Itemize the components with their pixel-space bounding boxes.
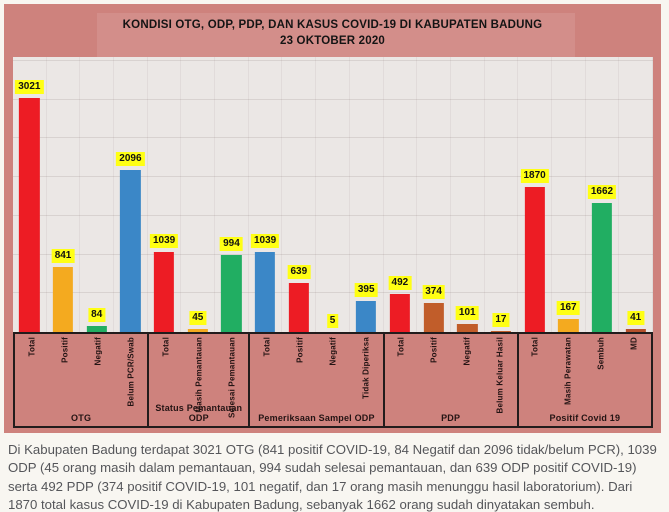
bar-value-label: 1039 bbox=[150, 234, 178, 248]
bar-positif-covid-19-sembuh bbox=[592, 203, 612, 332]
bar-cell bbox=[586, 57, 620, 332]
bar-value-label: 639 bbox=[287, 265, 310, 279]
bar-value-label: 395 bbox=[355, 283, 378, 297]
category-label: Selesai Pemantauan bbox=[227, 337, 237, 418]
category-label-cell bbox=[385, 334, 418, 413]
category-label: Positif bbox=[429, 337, 439, 363]
bar-positif-covid-19-total bbox=[524, 187, 544, 332]
axis-group-positif-covid-19 bbox=[517, 334, 651, 426]
category-label: Tidak Diperiksa bbox=[361, 337, 371, 399]
bar-value-label: 41 bbox=[627, 311, 644, 325]
bar-otg-positif bbox=[53, 267, 73, 332]
bar-cell bbox=[518, 57, 552, 332]
chart-title-line1: KONDISI OTG, ODP, PDP, DAN KASUS COVID-19 DI KABUPATEN BADUNG bbox=[122, 19, 543, 31]
bar-cell bbox=[417, 57, 451, 332]
category-label-cell bbox=[519, 334, 552, 413]
bar-pdp-positif bbox=[423, 303, 443, 332]
category-label: Belum Keluar Hasil bbox=[495, 337, 505, 414]
category-label-cell bbox=[451, 334, 484, 413]
category-label: Total bbox=[262, 337, 272, 357]
bar-group-pemeriksaan-sampel-odp bbox=[249, 57, 384, 332]
bar-cell bbox=[181, 57, 215, 332]
category-label-cell bbox=[350, 334, 383, 413]
category-label: Sembuh bbox=[596, 337, 606, 370]
summary-paragraph: Di Kabupaten Badung terdapat 3021 OTG (841 positif COVID-19, 84 Negatif dan 2096 tidak/belum PCR), 1039 ODP (45 orang masih dalam pemantauan, 994 sudah selesai pemantauan, dan 639 ODP positif COVID-19) serta 492 PDP (374 positif COVID-19, 101 negatif, dan 17 orang masih menunggu hasil laboratorium). Dari 1870 total kasus COVID-19 di Kabupaten Badung, sebanyak 1662 orang sudah dinyatakan sembuh. bbox=[8, 442, 657, 512]
bar-value-label: 1870 bbox=[520, 169, 548, 183]
bar-positif-covid-19-masih-perawatan bbox=[558, 319, 578, 332]
bar-value-label: 101 bbox=[456, 306, 479, 320]
bar-cell bbox=[114, 57, 148, 332]
chart-title-line2: 23 OKTOBER 2020 bbox=[279, 35, 386, 47]
category-label: Total bbox=[161, 337, 171, 357]
category-label: Positif bbox=[60, 337, 70, 363]
bar-value-label: 2096 bbox=[116, 152, 144, 166]
category-label-cell bbox=[618, 334, 651, 413]
category-label-cell bbox=[484, 334, 517, 413]
category-label-cell bbox=[15, 334, 48, 413]
category-label: Negatif bbox=[328, 337, 338, 366]
bar-value-label: 3021 bbox=[15, 80, 43, 94]
bar-cell bbox=[148, 57, 182, 332]
group-label: Positif Covid 19 bbox=[549, 413, 621, 423]
axis-group-otg bbox=[15, 334, 147, 426]
bar-cell bbox=[249, 57, 283, 332]
bar-pemeriksaan-sampel-odp-total bbox=[255, 252, 275, 332]
bar-pemeriksaan-sampel-odp-tidak-diperiksa bbox=[356, 301, 376, 332]
category-label-row bbox=[15, 334, 147, 413]
bars-row bbox=[13, 57, 653, 332]
category-label-cell bbox=[149, 334, 182, 403]
category-label: Total bbox=[27, 337, 37, 357]
bar-cell bbox=[282, 57, 316, 332]
group-label: PDP bbox=[441, 413, 461, 423]
category-label: Masih Pemantauan bbox=[194, 337, 204, 413]
category-label: Masih Perawatan bbox=[563, 337, 573, 405]
category-label: MD bbox=[629, 337, 639, 350]
bar-pemeriksaan-sampel-odp-positif bbox=[289, 283, 309, 333]
bar-group-otg bbox=[13, 57, 148, 332]
category-label-cell bbox=[316, 334, 349, 413]
bar-value-label: 84 bbox=[88, 308, 105, 322]
category-label-cell bbox=[114, 334, 147, 413]
bar-cell bbox=[13, 57, 47, 332]
bar-status-pemantauan-odp-selesai-pemantauan bbox=[221, 255, 241, 332]
bar-group-pdp bbox=[384, 57, 519, 332]
chart-title bbox=[4, 4, 661, 49]
chart-card bbox=[4, 4, 661, 433]
bar-cell bbox=[80, 57, 114, 332]
bar-value-label: 1662 bbox=[588, 185, 616, 199]
bar-cell bbox=[619, 57, 653, 332]
category-label-row bbox=[385, 334, 517, 413]
bar-value-label: 994 bbox=[220, 237, 243, 251]
bar-value-label: 1039 bbox=[251, 234, 279, 248]
bar-group-status-pemantauan-odp bbox=[148, 57, 249, 332]
bar-value-label: 5 bbox=[327, 314, 339, 328]
category-label-cell bbox=[81, 334, 114, 413]
category-label: Total bbox=[396, 337, 406, 357]
category-label-cell bbox=[182, 334, 215, 413]
bar-otg-total bbox=[19, 98, 39, 332]
bar-cell bbox=[384, 57, 418, 332]
category-label-row bbox=[250, 334, 382, 413]
category-label-row bbox=[519, 334, 651, 413]
bar-otg-belum-pcr-swab bbox=[120, 170, 140, 332]
axis-area bbox=[13, 332, 653, 428]
category-label-cell bbox=[585, 334, 618, 413]
plot-area bbox=[13, 57, 653, 332]
bar-cell bbox=[451, 57, 485, 332]
axis-group-status-pemantauan-odp bbox=[147, 334, 248, 426]
bar-cell bbox=[350, 57, 384, 332]
axis-group-pdp bbox=[383, 334, 517, 426]
category-label-cell bbox=[48, 334, 81, 413]
bar-value-label: 492 bbox=[389, 276, 412, 290]
bar-pdp-total bbox=[390, 294, 410, 332]
bar-value-label: 45 bbox=[189, 311, 206, 325]
category-label-cell bbox=[250, 334, 283, 413]
category-label-cell bbox=[215, 334, 248, 418]
group-label: Pemeriksaan Sampel ODP bbox=[258, 413, 375, 423]
bar-cell bbox=[485, 57, 519, 332]
bar-value-label: 374 bbox=[422, 285, 445, 299]
category-label-cell bbox=[552, 334, 585, 413]
bar-pdp-negatif bbox=[457, 324, 477, 332]
group-label: Status Pemantauan ODP bbox=[155, 403, 243, 423]
axis-group-pemeriksaan-sampel-odp bbox=[248, 334, 382, 426]
bar-value-label: 841 bbox=[52, 249, 75, 263]
bar-group-positif-covid-19 bbox=[518, 57, 653, 332]
group-label: OTG bbox=[71, 413, 92, 423]
category-label: Positif bbox=[295, 337, 305, 363]
category-label-cell bbox=[418, 334, 451, 413]
category-label: Negatif bbox=[462, 337, 472, 366]
bar-value-label: 17 bbox=[492, 313, 509, 327]
category-label: Total bbox=[530, 337, 540, 357]
category-label: Belum PCR/Swab bbox=[126, 337, 136, 407]
bar-status-pemantauan-odp-total bbox=[154, 252, 174, 332]
bar-value-label: 167 bbox=[557, 301, 580, 315]
bar-cell bbox=[47, 57, 81, 332]
bar-cell bbox=[215, 57, 249, 332]
bar-cell bbox=[552, 57, 586, 332]
category-label: Negatif bbox=[93, 337, 103, 366]
category-label-cell bbox=[283, 334, 316, 413]
bar-cell bbox=[316, 57, 350, 332]
